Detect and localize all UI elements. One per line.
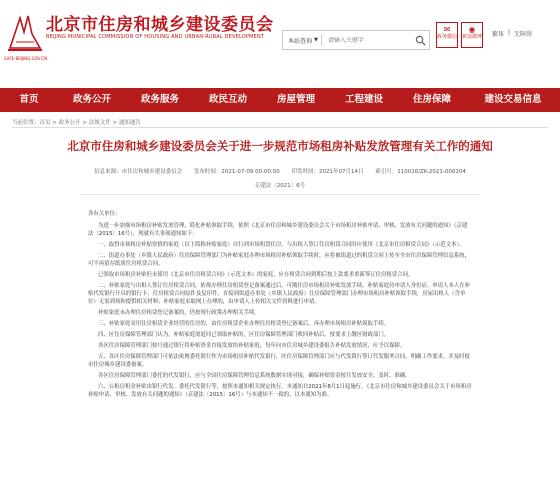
nav-item-home[interactable]: 首页: [19, 94, 39, 105]
paragraph: 三、补贴家庭采用住房租赁企业经营的住房的，由住房租赁企业办理住房租赁登记备案后，再办理市场租房补贴领取手续。: [98, 321, 390, 327]
article-body: [88, 210, 472, 402]
nav-item-housing-management[interactable]: 房屋管理: [276, 94, 315, 105]
traditional-chinese-link[interactable]: 繁体: [492, 31, 505, 38]
paragraph: 补贴家庭未办理住房租赁登记备案的，仍按现行政策办理相关手续。: [98, 310, 260, 316]
search-scope-label: 本站查询: [288, 37, 313, 45]
search-input[interactable]: [322, 37, 394, 44]
paragraph: 已领取市场租房补贴但未使用《北京市住房租赁合同》（示范文本）的家庭，应在租赁合同到期后按上款要求重新签订住房租赁合同。: [98, 272, 414, 278]
meta-release-date: 印发时间：2021年07月14日: [291, 169, 364, 175]
breadcrumb[interactable]: 当前位置：首页 > 政务公开 > 法规文件 > 通知通告: [12, 120, 141, 126]
search-scope-select[interactable]: [283, 36, 321, 45]
weibo-icon: ◉: [468, 25, 476, 34]
nav-item-interaction[interactable]: 政民互动: [208, 94, 247, 105]
site-title[interactable]: 北京市住房和城乡建设委员会: [46, 15, 274, 35]
nav-item-services[interactable]: 政务服务: [140, 94, 179, 105]
meta-index: 索引号：110016/ZK-2021-000204: [375, 169, 466, 175]
salutation: 各有关单位：: [88, 211, 121, 217]
nav-item-construction[interactable]: 工程建设: [344, 94, 383, 105]
nav-item-trading-info[interactable]: 建设交易信息: [484, 94, 542, 105]
top-links: [492, 29, 532, 38]
nav-item-gov-affairs[interactable]: 政务公开: [72, 94, 111, 105]
wechat-badge-label: 政务微信: [437, 34, 458, 40]
meta-source: 信息来源：市住房和城乡建设委员会: [94, 169, 183, 175]
article-title: 北京市住房和城乡建设委员会关于进一步规范市场租房补贴发放管理有关工作的通知: [67, 139, 493, 153]
paragraph: 为进一步加强市场租房补贴发放管理，简化补贴领取手续，依照《北京市住房和城乡建设委员会关于市场租房补贴申请、审核、发放有关问题的通知》（京建法〔2015〕16号），现就有关事项通知如下：: [88, 223, 468, 237]
weibo-badge-label: 新浪微博: [462, 34, 483, 40]
site-subtitle: BEIJING MUNICIPAL COMMISSION OF HOUSING AND URBAN-RURAL DEVELOPMENT: [46, 34, 265, 40]
article-meta: [0, 167, 560, 175]
wechat-badge[interactable]: [436, 22, 458, 48]
paragraph: 六、公租房租金补贴由银行代发。委托代发银行等，按照本通知相关规定执行。本通知自2021年8月1日起施行。《北京市住房和城乡建设委员会关于市场租房补贴申请、审核、发放有关问题的通知》（京建法〔2015〕16号）与本通知不一致的，以本通知为准。: [88, 384, 472, 398]
wechat-icon: ✉: [443, 25, 451, 34]
weibo-badge[interactable]: [461, 22, 483, 48]
meta-pub-date: 发布时间：2021-07-09 00:00:00: [193, 169, 280, 175]
logo-caption: SAFE·BEIJING.GOV.CN: [4, 56, 48, 61]
logo-icon[interactable]: [6, 12, 44, 54]
paragraph: 一、取得市场租房补贴资格的家庭（以下简称补贴家庭）自行到市场租赁住房，与出租人签订住房租赁合同时应使用《北京市住房租赁合同》（示范文本）。: [98, 242, 465, 248]
paragraph: 各区住房保障管理部门委托的代发银行，应与全国住房保障管理信息系统数据实现对接，确保补贴资金按月发放安全、及时、准确。: [98, 373, 411, 379]
paragraph: 五、各区住房保障管理部门可依法依规委托银行作为市场租房补贴代发银行，区住房保障管理部门应与代发银行签订代发服务合同，明确工作要求，并及时报市住房城乡建设委备案。: [88, 354, 470, 368]
divider: [12, 127, 548, 128]
paragraph: 二、补贴家庭与出租人签订住房租赁合同，依规办理住房租赁登记备案通过后，可随住房市场租房补贴发放手续。补贴家庭持申请人身份证、申请人本人在补贴代发银行开具的银行卡、住房租赁合同原件及复印件，直接到街道办事处（乡镇人民政府）住房保障管理部门办理市场租房补贴领取手续，房屋出租人（含单位）无需到场和提供相关材料；补贴家庭采取网上办理的，由申请人上传相关文件资料进行申请。: [88, 283, 470, 305]
link-separator: |: [508, 29, 511, 36]
main-nav: [0, 88, 560, 112]
search-box: [282, 30, 430, 50]
chevron-down-icon: ▼: [314, 37, 318, 43]
paragraph: 各区住房保障管理部门按月通过银行将补贴资金直接发放给补贴家庭，每年向市住房城乡建设委报告补贴发放情况，应予以保障。: [98, 343, 406, 349]
accessibility-link[interactable]: 无障碍: [514, 31, 533, 38]
site-header: [0, 0, 560, 88]
divider: [80, 194, 480, 195]
nav-item-housing-security[interactable]: 住房保障: [412, 94, 451, 105]
document-number: 京建法〔2021〕6号: [254, 183, 306, 189]
search-icon[interactable]: [415, 35, 426, 46]
paragraph: 二、街道办事处（乡镇人民政府）住房保障管理部门为补贴家庭办理市场租房补贴领取手续时，应将被街道过的租赁合同上传至全市住房保障管理信息系统，可不再留存纸质住房租赁合同。: [88, 253, 470, 267]
paragraph: 四、区住房保障管理部门认为，补贴家庭需退回已领取补贴的，区住房保障管理部门收回补贴后，按要求上缴区财政部门。: [98, 332, 390, 338]
